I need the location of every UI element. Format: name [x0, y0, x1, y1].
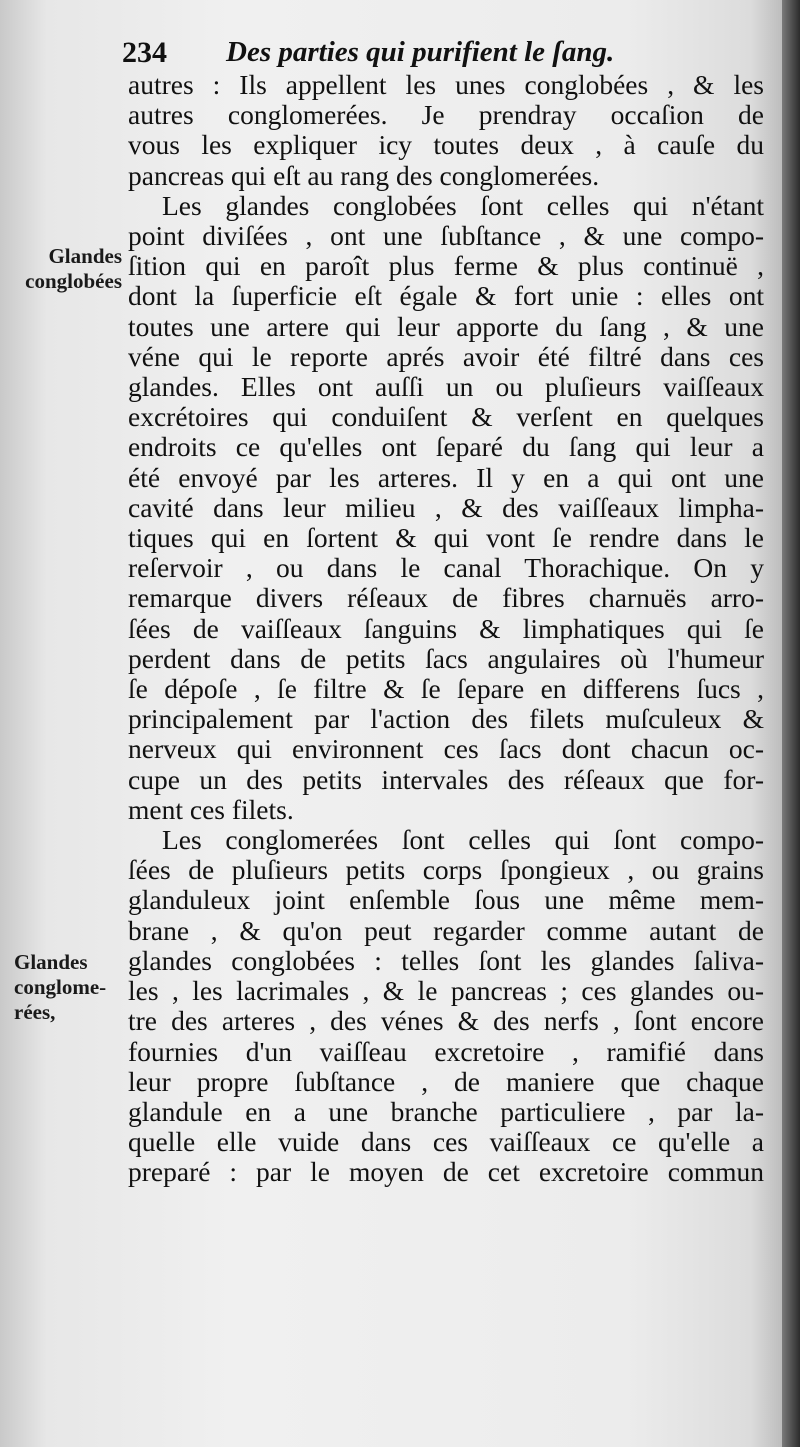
margin-note-conglomerees	[14, 950, 126, 1025]
text-line: remarque divers réſeaux de fibres charnuës arro-	[128, 582, 764, 614]
text-line: autres : Ils appellent les unes conglobées , & les	[128, 69, 764, 100]
text-line: les , les lacrimales , & le pancreas ; ces glandes ou-	[128, 975, 764, 1007]
text-line: perdent dans de petits ſacs angulaires où l'humeur	[128, 642, 764, 674]
text-line: point diviſées , ont une ſubſtance , & une compo-	[128, 220, 764, 252]
text-line: ſition qui en paroît plus ferme & plus continuë ,	[128, 250, 764, 282]
text-line: Les glandes conglobées ſont celles qui n'étant	[162, 189, 764, 221]
margin-note-line: conglobées	[25, 269, 122, 293]
body-text	[128, 70, 764, 1188]
margin-note-conglobees	[10, 244, 122, 294]
page-edge-shadow	[782, 0, 800, 1447]
text-line: autres conglomerées. Je prendray occaſion de	[128, 99, 764, 131]
text-line: ſées de vaiſſeaux ſanguins & limphatiques qui ſe	[128, 612, 764, 644]
text-line: leur propre ſubſtance , de maniere que chaque	[128, 1065, 764, 1097]
text-line: endroits ce qu'elles ont ſeparé du ſang qui leur a	[128, 431, 764, 463]
text-line: dont la ſuperficie eſt égale & fort unie : elles ont	[128, 280, 764, 312]
text-line: pancreas qui eſt au rang des conglomerées.	[128, 159, 600, 191]
text-line: ment ces filets.	[128, 793, 294, 825]
margin-note-line: conglome-	[14, 975, 107, 999]
text-line: ſées de pluſieurs petits corps ſpongieux , ou grains	[128, 854, 764, 886]
text-line: Les conglomerées ſont celles qui ſont compo-	[162, 824, 764, 856]
text-line: cavité dans leur milieu , & des vaiſſeaux limpha-	[128, 491, 764, 523]
text-line: excrétoires qui conduiſent & verſent en quelques	[128, 401, 764, 433]
text-line: cupe un des petits intervales des réſeaux que for-	[128, 763, 764, 795]
text-line: tre des arteres , des vénes & des nerfs , ſont encore	[128, 1005, 764, 1037]
text-line: été envoyé par les arteres. Il y en a qui ont une	[128, 461, 764, 493]
text-line: preparé : par le moyen de cet excretoire commun	[128, 1156, 764, 1188]
margin-note-line: rées,	[14, 1000, 56, 1024]
text-line: glandes conglobées : telles ſont les glandes ſaliva-	[128, 944, 764, 976]
text-line: véne qui le reporte aprés avoir été filtré dans ces	[128, 340, 764, 372]
text-line: vous les expliquer icy toutes deux , à cauſe du	[128, 129, 764, 161]
text-line: toutes une artere qui leur apporte du ſang , & une	[128, 310, 764, 342]
running-title: Des parties qui purifient le ſang.	[226, 36, 615, 68]
text-line: nerveux qui environnent ces ſacs dont chacun oc-	[128, 733, 764, 765]
text-line: principalement par l'action des filets muſculeux &	[128, 703, 764, 735]
margin-note-line: Glandes	[14, 950, 88, 974]
page-number: 234	[122, 36, 167, 69]
text-line: glandes. Elles ont auſſi un ou pluſieurs vaiſſeaux	[128, 371, 764, 403]
text-line: fournies d'un vaiſſeau excretoire , ramifié dans	[128, 1035, 764, 1067]
text-line: ſe dépoſe , ſe filtre & ſe ſepare en differens ſucs ,	[128, 673, 764, 705]
text-line: quelle elle vuide dans ces vaiſſeaux ce qu'elle a	[128, 1126, 764, 1158]
text-line: brane , & qu'on peut regarder comme autant de	[128, 914, 764, 946]
text-line: glanduleux joint enſemble ſous une même mem-	[128, 884, 764, 916]
text-line: tiques qui en ſortent & qui vont ſe rendre dans le	[128, 522, 764, 554]
margin-note-line: Glandes	[48, 244, 122, 268]
text-line: glandule en a une branche particuliere , par la-	[128, 1095, 764, 1127]
text-line: reſervoir , ou dans le canal Thorachique. On y	[128, 552, 764, 584]
